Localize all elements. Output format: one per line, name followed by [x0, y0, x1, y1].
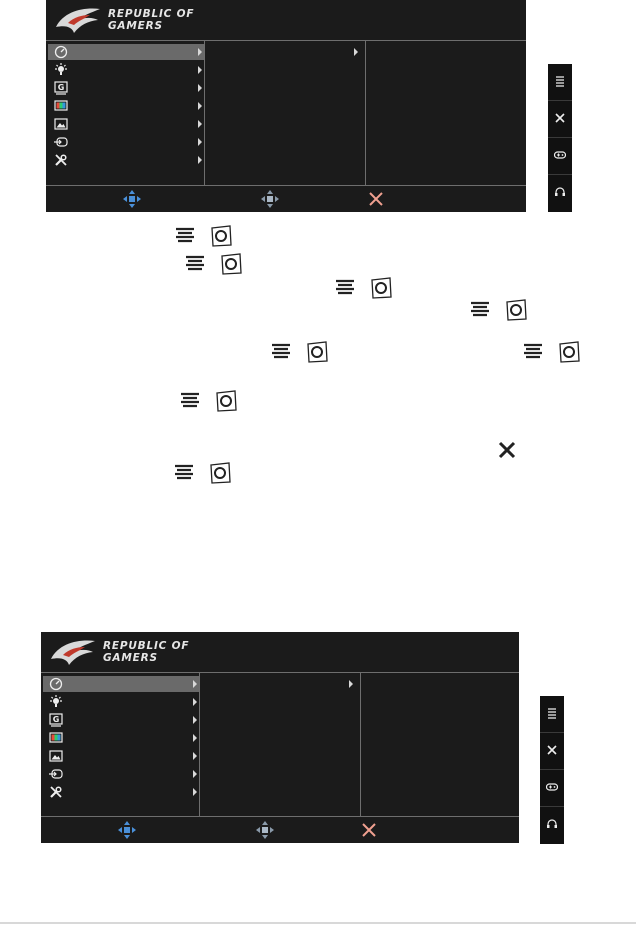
chevron-right-icon: [198, 156, 202, 164]
joystick-key-icon: [208, 461, 232, 485]
color-icon: [54, 99, 68, 113]
dpad-enter-icon: [261, 190, 279, 208]
menu-key-icon: [469, 300, 491, 318]
close-button[interactable]: [548, 101, 572, 138]
image-icon: [54, 117, 68, 131]
osd-menu-top: [46, 0, 526, 212]
brand-line-1: REPUBLIC OF: [108, 8, 195, 20]
menu-column-sub: [205, 41, 366, 185]
gamepad-icon: [554, 149, 566, 161]
chevron-right-icon: [198, 120, 202, 128]
menu-item-gamevisual[interactable]: [48, 80, 204, 96]
headset-button[interactable]: [548, 175, 572, 211]
menu-column-main: [46, 41, 205, 185]
rog-logo-icon: [54, 5, 102, 35]
menu-key-icon: [334, 278, 356, 296]
menu-icon: [546, 707, 558, 719]
chevron-right-icon: [349, 680, 353, 688]
menu-item-color[interactable]: [48, 98, 204, 114]
joystick-key-icon: [214, 389, 238, 413]
menu-key-icon: [179, 391, 201, 409]
chevron-right-icon: [193, 734, 197, 742]
joystick-key-icon: [369, 276, 393, 300]
menu-item-gaming[interactable]: [48, 44, 204, 60]
chevron-right-icon: [354, 48, 358, 56]
gameplus-button[interactable]: [548, 138, 572, 175]
menu-button[interactable]: [540, 696, 564, 733]
menu-column-options: [366, 41, 526, 185]
joystick-key-icon: [209, 224, 233, 248]
lightbulb-icon: [49, 695, 63, 709]
close-button[interactable]: [540, 733, 564, 770]
osd-header: [46, 0, 526, 41]
page-footer-rule: [0, 922, 636, 924]
chevron-right-icon: [198, 102, 202, 110]
menu-column-options: [361, 673, 519, 816]
chevron-right-icon: [193, 698, 197, 706]
chevron-right-icon: [193, 770, 197, 778]
gauge-icon: [49, 677, 63, 691]
brand-logo-text: [108, 8, 194, 32]
close-icon: [360, 821, 378, 839]
brand-line-1: REPUBLIC OF: [103, 640, 190, 652]
menu-key-icon: [173, 463, 195, 481]
chevron-right-icon: [193, 680, 197, 688]
joystick-key-icon: [219, 252, 243, 276]
menu-item-color[interactable]: [43, 730, 199, 746]
chevron-right-icon: [193, 788, 197, 796]
menu-item-input-select[interactable]: [43, 766, 199, 782]
wrench-icon: [49, 785, 63, 799]
svg-text:G: G: [57, 83, 65, 92]
input-select-icon: [54, 135, 68, 149]
image-icon: [49, 749, 63, 763]
gamevisual-icon: [49, 713, 63, 727]
gauge-icon: [54, 45, 68, 59]
close-icon: [546, 744, 558, 756]
rog-logo-icon: [49, 637, 97, 667]
dpad-move-icon: [118, 821, 136, 839]
close-icon: [554, 112, 566, 124]
joystick-key-icon: [305, 340, 329, 364]
dpad-enter-icon: [256, 821, 274, 839]
control-strip-top: [548, 64, 572, 212]
menu-icon: [554, 75, 566, 87]
chevron-right-icon: [198, 84, 202, 92]
osd-footer: [46, 185, 526, 212]
gameplus-button[interactable]: [540, 770, 564, 807]
menu-item-system-setup[interactable]: [48, 152, 204, 168]
menu-item-input-select[interactable]: [48, 134, 204, 150]
dpad-move-icon: [123, 190, 141, 208]
headset-button[interactable]: [540, 807, 564, 843]
joystick-key-icon: [557, 340, 581, 364]
close-icon: [367, 190, 385, 208]
chevron-right-icon: [193, 716, 197, 724]
menu-button[interactable]: [548, 64, 572, 101]
close-key-icon: [496, 439, 518, 461]
lightbulb-icon: [54, 63, 68, 77]
osd-menu-bottom: [41, 632, 519, 843]
svg-text:G: G: [52, 715, 60, 724]
chevron-right-icon: [198, 138, 202, 146]
gamevisual-icon: [54, 81, 68, 95]
joystick-key-icon: [504, 298, 528, 322]
chevron-right-icon: [193, 752, 197, 760]
menu-key-icon: [270, 342, 292, 360]
osd-footer: [41, 816, 519, 843]
brand-line-2: GAMERS: [108, 20, 163, 32]
input-select-icon: [49, 767, 63, 781]
menu-item-blue-light[interactable]: [48, 62, 204, 78]
menu-item-image[interactable]: [43, 748, 199, 764]
gamepad-icon: [546, 781, 558, 793]
menu-column-main: [41, 673, 200, 816]
menu-key-icon: [174, 226, 196, 244]
chevron-right-icon: [198, 48, 202, 56]
headset-icon: [554, 186, 566, 198]
brand-line-2: GAMERS: [103, 652, 158, 664]
menu-item-image[interactable]: [48, 116, 204, 132]
brand-logo-text: [103, 640, 189, 664]
headset-icon: [546, 818, 558, 830]
menu-item-blue-light[interactable]: [43, 694, 199, 710]
menu-item-gamevisual[interactable]: [43, 712, 199, 728]
color-icon: [49, 731, 63, 745]
menu-item-system-setup[interactable]: [43, 784, 199, 800]
menu-key-icon: [522, 342, 544, 360]
wrench-icon: [54, 153, 68, 167]
menu-item-gaming[interactable]: [43, 676, 199, 692]
control-strip-bottom: [540, 696, 564, 844]
menu-key-icon: [184, 254, 206, 272]
menu-column-sub: [200, 673, 361, 816]
chevron-right-icon: [198, 66, 202, 74]
osd-header: [41, 632, 519, 673]
